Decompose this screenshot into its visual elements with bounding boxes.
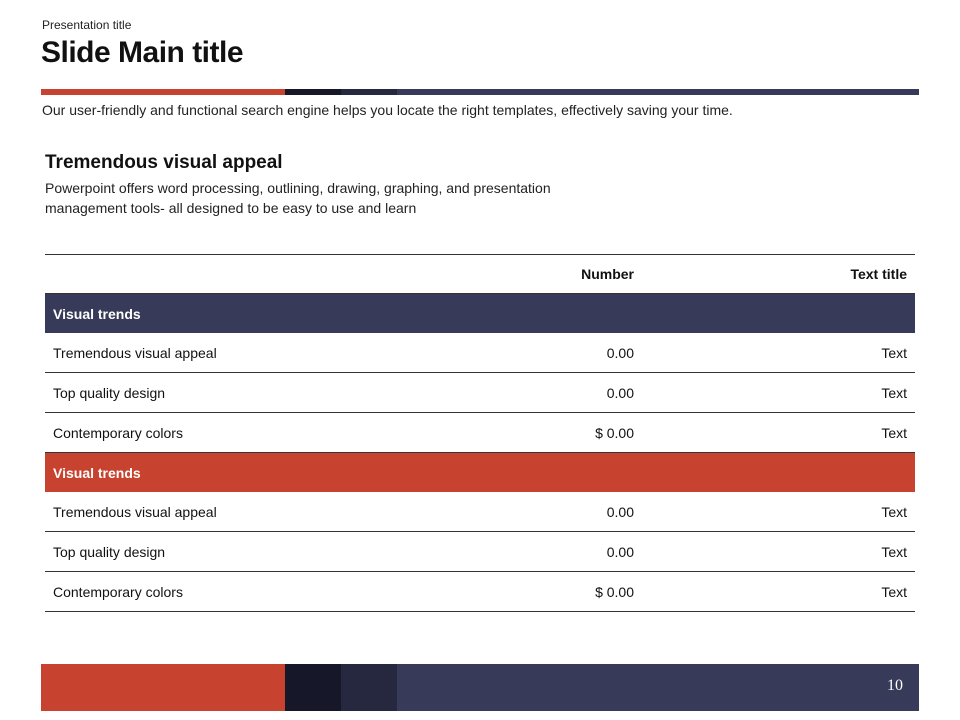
footer-dark-segment-2 (341, 664, 397, 711)
table-group-row (45, 294, 915, 334)
section-body: Powerpoint offers word processing, outlining, drawing, graphing, and presentation management tools- all designed to be easy to use and learn (45, 180, 551, 216)
row-number: 0.00 (461, 532, 642, 572)
data-table (45, 254, 915, 612)
row-label: Tremendous visual appeal (45, 492, 461, 532)
group-label: Visual trends (45, 453, 915, 493)
page-number: 10 (887, 677, 903, 694)
table-group-row (45, 453, 915, 493)
table-row (45, 413, 915, 453)
accent-bar-navy-segment (397, 89, 919, 95)
table-row (45, 373, 915, 413)
row-text: Text (642, 333, 915, 373)
slide-subtitle: Our user-friendly and functional search engine helps you locate the right templates, effectively saving your time. (42, 102, 733, 118)
row-number: $ 0.00 (461, 572, 642, 612)
accent-bar-red-segment (41, 89, 285, 95)
row-text: Text (642, 532, 915, 572)
footer-navy-segment (397, 664, 919, 711)
slide-main-title: Slide Main title (41, 36, 244, 69)
row-label: Tremendous visual appeal (45, 333, 461, 373)
row-label: Top quality design (45, 373, 461, 413)
presentation-title: Presentation title (42, 18, 132, 32)
footer-bar (41, 664, 919, 711)
row-label: Contemporary colors (45, 413, 461, 453)
section-heading: Tremendous visual appeal (45, 152, 283, 173)
table-row (45, 333, 915, 373)
table-row (45, 492, 915, 532)
row-number: 0.00 (461, 333, 642, 373)
row-label: Contemporary colors (45, 572, 461, 612)
group-label: Visual trends (45, 294, 915, 334)
footer-red-segment (41, 664, 285, 711)
column-header-text-title: Text title (642, 255, 915, 294)
title-accent-bar (41, 89, 919, 95)
row-text: Text (642, 373, 915, 413)
row-text: Text (642, 572, 915, 612)
table-row (45, 572, 915, 612)
footer-dark-segment (285, 664, 341, 711)
row-text: Text (642, 492, 915, 532)
row-number: 0.00 (461, 492, 642, 532)
column-header-number: Number (461, 255, 642, 294)
row-label: Top quality design (45, 532, 461, 572)
row-number: $ 0.00 (461, 413, 642, 453)
column-header-label (45, 255, 461, 294)
table-header-row (45, 255, 915, 294)
row-number: 0.00 (461, 373, 642, 413)
table-row (45, 532, 915, 572)
row-text: Text (642, 413, 915, 453)
accent-bar-dark-segment (285, 89, 341, 95)
accent-bar-dark-segment-2 (341, 89, 397, 95)
